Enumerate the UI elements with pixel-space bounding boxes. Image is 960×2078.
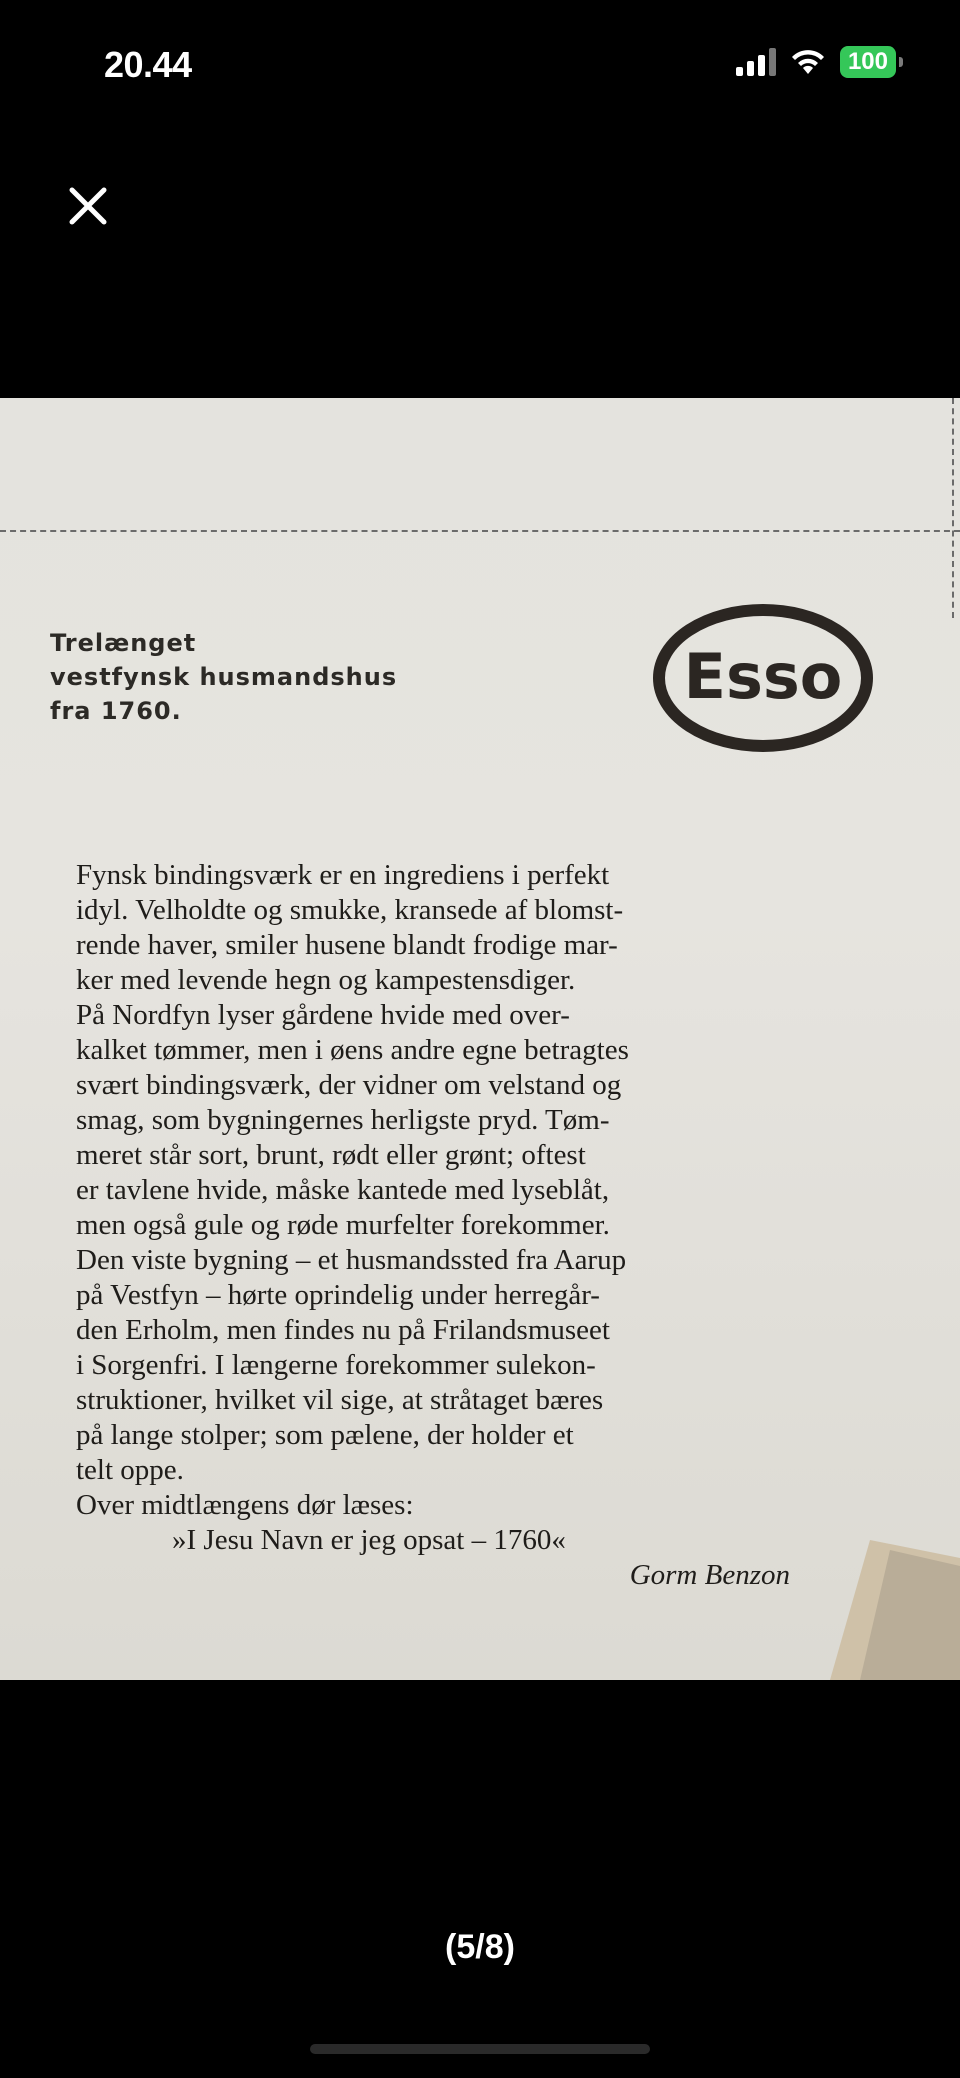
body-line: rende haver, smiler husene blandt frodige mar-: [76, 929, 618, 961]
body-line: på Vestfyn – hørte oprindelig under herregår-: [76, 1279, 600, 1311]
body-line: struktioner, hvilket vil sige, at stråtaget bæres: [76, 1384, 604, 1416]
body-line: er tavlene hvide, måske kantede med lyseblåt,: [76, 1174, 610, 1206]
body-line: smag, som bygningernes herligste pryd. Tøm-: [76, 1104, 610, 1136]
caption: [50, 626, 397, 728]
close-icon: [60, 178, 116, 234]
status-bar: [0, 0, 960, 120]
body-line: idyl. Velholdte og smukke, kransede af blomst-: [76, 894, 624, 926]
caption-line: vestfynsk husmandshus: [50, 663, 398, 691]
body-line: telt oppe.: [76, 1454, 184, 1486]
caption-line: fra 1760.: [50, 697, 182, 725]
status-icons: [736, 46, 896, 78]
body-line: svært bindingsværk, der vidner om velstand og: [76, 1069, 622, 1101]
esso-logo: [652, 604, 874, 752]
battery-icon: 100: [840, 46, 896, 78]
cellular-signal-icon: [736, 48, 776, 76]
wifi-icon: [790, 48, 826, 76]
body-line: Fynsk bindingsværk er en ingrediens i perfekt: [76, 859, 610, 891]
body-line: i Sorgenfri. I længerne forekommer sulekon-: [76, 1349, 596, 1381]
body-line: På Nordfyn lyser gårdene hvide med over-: [76, 999, 570, 1031]
home-indicator[interactable]: [310, 2044, 650, 2054]
body-line: meret står sort, brunt, rødt eller grønt; oftest: [76, 1139, 586, 1171]
body-line: kalket tømmer, men i øens andre egne betragtes: [76, 1034, 629, 1066]
article-body: [76, 858, 820, 1593]
status-time: 20.44: [104, 44, 192, 85]
perforation-line: [0, 530, 960, 532]
close-button[interactable]: [60, 178, 116, 234]
author-signature: Gorm Benzon: [629, 1559, 790, 1591]
paper-corner: [830, 1540, 960, 1680]
perforation-line-right: [952, 398, 954, 618]
body-line: på lange stolper; som pælene, der holder et: [76, 1419, 574, 1451]
caption-line: Trelænget: [50, 629, 197, 657]
page-counter: (5/8): [445, 1928, 515, 1966]
body-line: Over midtlængens dør læses:: [76, 1489, 414, 1521]
document-photo[interactable]: [0, 398, 960, 1680]
body-line: men også gule og røde murfelter forekommer.: [76, 1209, 610, 1241]
logo-text: Esso: [683, 640, 843, 713]
body-line: den Erholm, men findes nu på Frilandsmuseet: [76, 1314, 610, 1346]
body-line: Den viste bygning – et husmandssted fra Aarup: [76, 1244, 627, 1276]
inscription-quote: »I Jesu Navn er jeg opsat – 1760«: [172, 1524, 566, 1556]
body-line: ker med levende hegn og kampestensdiger.: [76, 964, 576, 996]
